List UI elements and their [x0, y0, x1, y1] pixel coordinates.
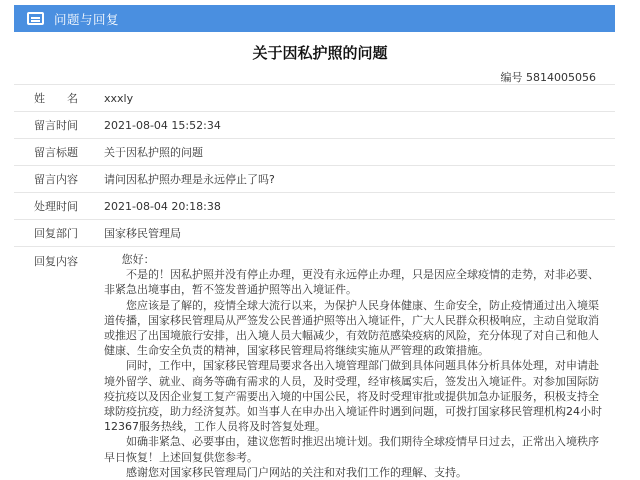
header-bar [14, 5, 615, 32]
field-row-process-time [14, 192, 615, 219]
reply-paragraph: 同时，工作中，国家移民管理局要求各出入境管理部门做到具体问题具体分析具体处理，对申请赴境外留学、就业、商务等确有需求的人员，及时受理，经审核属实后，签发出入境证件。对参加国际防疫抗疫以及因企业复工复产需要出入境的中国公民，将及时受理审批或提供加急办证服务，积极支持全球防疫抗疫，助力经济复苏。如当事人在申办出入境证件时遇到问题，可拨打国家移民管理机构24小时12367服务热线，工作人员将及时答复处理。 [104, 359, 602, 434]
reply-paragraph: 您应该是了解的，疫情全球大流行以来，为保护人民身体健康、生命安全，防止疫情通过出入境渠道传播，国家移民管理局从严签发公民普通护照等出入境证件，广大人民群众积极响应，主动自觉取消或推迟了出国境旅行安排，出入境人员大幅减少，有效防范感染疫病的风险，充分体现了对自己和他人健康、生命安全负责的精神，国家移民管理局将继续实施从严管理的政策措施。 [104, 298, 599, 358]
field-label: 留言时间 [34, 119, 78, 132]
serial-number: 编号 5814005056 [500, 71, 596, 84]
field-label: 姓 名 [34, 92, 78, 105]
reply-paragraph: 不是的！因私护照并没有停止办理，更没有永远停止办理，只是因应全球疫情的走势，对非必要、非紧急出境事由，暂不签发普通护照等出入境证件。 [104, 268, 599, 297]
field-label: 留言内容 [34, 173, 78, 186]
field-row-message-time [14, 111, 615, 138]
field-value: 2021-08-04 15:52:34 [104, 118, 221, 132]
field-row-message-content [14, 165, 615, 192]
reply-paragraph: 感谢您对国家移民管理局门户网站的关注和对我们工作的理解、支持。 [126, 465, 467, 479]
reply-body [104, 247, 615, 480]
field-label: 处理时间 [34, 200, 78, 213]
message-icon [27, 12, 44, 25]
field-row-reply-dept [14, 219, 615, 246]
reply-paragraph: 如确非紧急、必要事由，建议您暂时推迟出境计划。我们期待全球疫情早日过去，正常出入境秩序早日恢复！上述回复供您参考。 [104, 435, 599, 464]
reply-greeting: 您好： [121, 253, 155, 266]
field-value: 关于因私护照的问题 [104, 146, 203, 159]
field-label: 回复内容 [34, 255, 78, 268]
header-title: 问题与回复 [54, 11, 120, 27]
field-value: 2021-08-04 20:18:38 [104, 199, 221, 213]
field-row-message-title [14, 138, 615, 165]
field-label: 回复部门 [34, 227, 78, 240]
field-value: 国家移民管理局 [104, 227, 181, 240]
page-title: 关于因私护照的问题 [252, 44, 388, 62]
field-row-reply-content [14, 246, 615, 480]
field-value: 请问因私护照办理是永远停止了吗? [104, 173, 275, 186]
field-row-name [14, 84, 615, 111]
field-value: xxxly [104, 91, 134, 105]
field-label: 留言标题 [34, 146, 78, 159]
detail-table [14, 84, 615, 480]
